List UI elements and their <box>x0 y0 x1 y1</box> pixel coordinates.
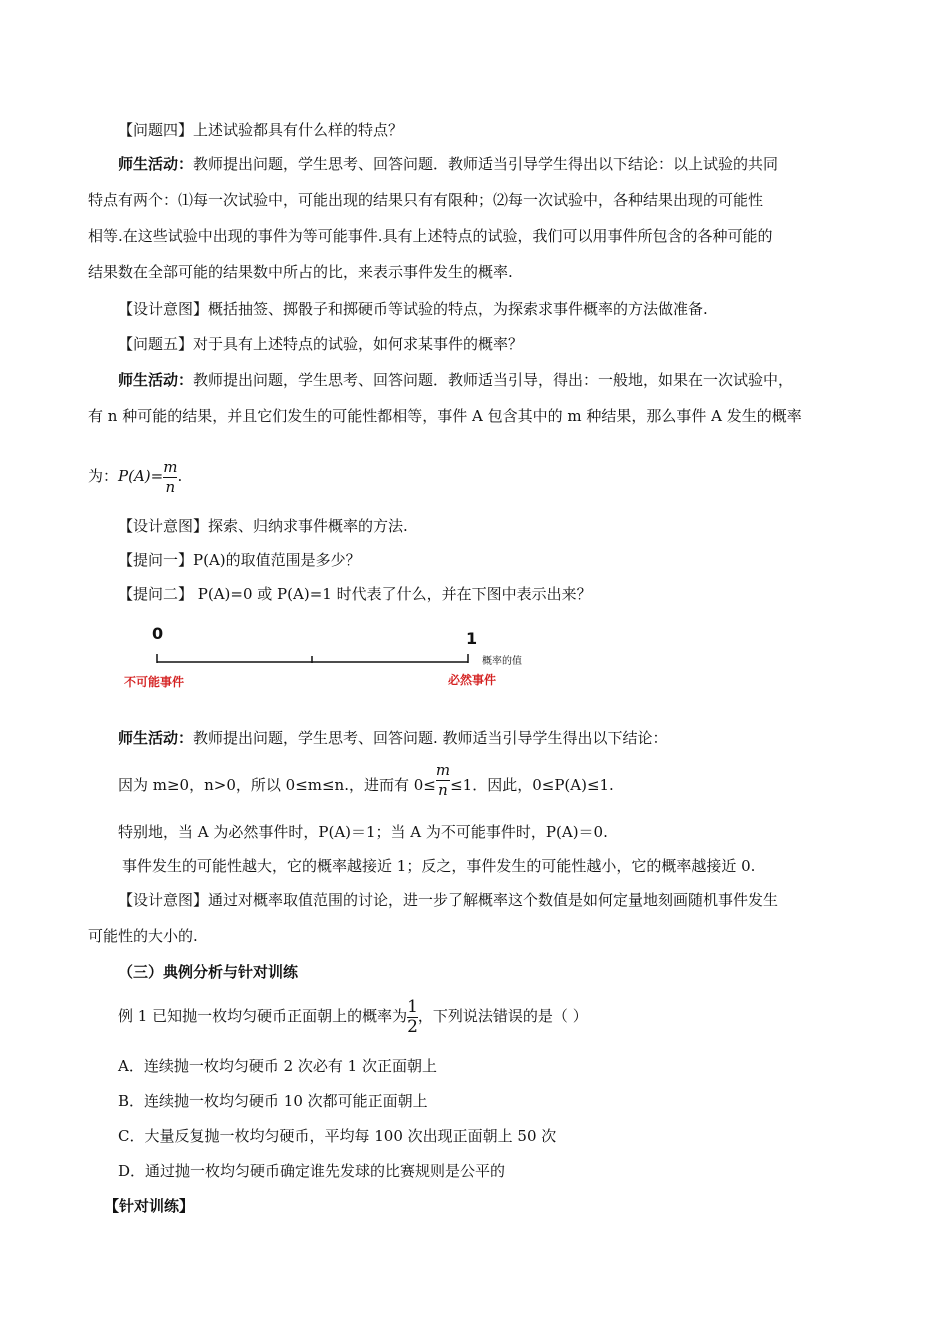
formula-numerator: m <box>163 457 178 476</box>
ask-two-text: P(A)=0 或 P(A)=1 时代表了什么，并在下图中表示出来？ <box>193 585 592 603</box>
design-intent-2 <box>118 516 408 536</box>
formula-prefix: 为： <box>88 467 119 485</box>
range-suffix: ≤1．因此，0≤P(A)≤1. <box>450 776 614 794</box>
ask-two-label: 【提问二】 <box>118 585 194 603</box>
impossible-event-caption: 不可能事件 <box>124 675 185 689</box>
activity-2-text-1: 教师提出问题，学生思考、回答问题．教师适当引导，得出：一般地，如果在一次试验中， <box>193 371 794 389</box>
question-four <box>118 120 403 140</box>
design-intent-1 <box>118 299 708 319</box>
special-case: 特别地，当 A 为必然事件时，P(A)＝1；当 A 为不可能事件时，P(A)＝0. <box>118 823 608 841</box>
activity-1-label: 师生活动： <box>118 155 194 173</box>
design-intent-2-label: 【设计意图】 <box>118 517 209 535</box>
design-intent-3-line-1 <box>118 890 778 910</box>
activity-3-label: 师生活动： <box>118 729 194 747</box>
activity-1-line-1 <box>118 154 778 174</box>
probability-number-line <box>110 620 550 695</box>
section-title: （三）典例分析与针对训练 <box>118 963 299 981</box>
activity-2-line-1 <box>118 370 793 390</box>
certain-event-caption: 必然事件 <box>448 673 497 687</box>
probability-formula <box>88 458 182 496</box>
formula-fraction <box>163 459 177 496</box>
activity-1-line-2: 特点有两个：⑴每一次试验中，可能出现的结果只有有限种；⑵每一次试验中，各种结果出现的可能性 <box>88 191 764 209</box>
example-1-stem <box>118 996 588 1036</box>
design-intent-3-label: 【设计意图】 <box>118 891 209 909</box>
option-d: D．通过抛一枚均匀硬币确定谁先发球的比赛规则是公平的 <box>118 1162 506 1180</box>
number-line-axis-label: 概率的值 <box>482 656 522 667</box>
targeted-training-label: 【针对训练】 <box>104 1197 195 1215</box>
option-a: A．连续抛一枚均匀硬币 2 次必有 1 次正面朝上 <box>118 1057 437 1075</box>
example-1-prefix: 例 1 已知抛一枚均匀硬币正面朝上的概率为 <box>118 1007 408 1025</box>
range-derivation <box>118 762 614 803</box>
range-frac-denominator: n <box>438 781 448 799</box>
ask-two <box>118 584 592 604</box>
design-intent-1-text: 概括抽签、掷骰子和掷硬币等试验的特点，为探索求事件概率的方法做准备. <box>208 300 708 318</box>
formula-suffix: . <box>177 467 183 485</box>
activity-1-line-3: 相等.在这些试验中出现的事件为等可能事件.具有上述特点的试验，我们可以用事件所包含的各种可能的 <box>88 227 773 245</box>
ask-one-label: 【提问一】 <box>118 551 194 569</box>
activity-3 <box>118 728 668 748</box>
formula-denominator: n <box>165 477 176 496</box>
activity-2-line-2: 有 n 种可能的结果，并且它们发生的可能性都相等，事件 A 包含其中的 m 种结果，那么事件 A 发生的概率 <box>88 407 802 425</box>
activity-2-label: 师生活动： <box>118 371 194 389</box>
question-four-text: 上述试验都具有什么样的特点？ <box>193 121 404 139</box>
example-1-frac-numerator: 1 <box>407 996 418 1017</box>
activity-3-text: 教师提出问题，学生思考、回答问题. 教师适当引导学生得出以下结论： <box>193 729 668 747</box>
ask-one-text: P(A)的取值范围是多少？ <box>193 551 361 569</box>
number-line-one: 1 <box>466 629 478 648</box>
design-intent-1-label: 【设计意图】 <box>118 300 209 318</box>
range-frac-numerator: m <box>435 761 451 779</box>
range-fraction <box>436 762 450 799</box>
number-line-zero: 0 <box>152 624 164 643</box>
example-1-suffix: ，下列说法错误的是（ ） <box>417 1007 588 1025</box>
activity-1-text-1: 教师提出问题，学生思考、回答问题．教师适当引导学生得出以下结论：以上试验的共同 <box>193 155 779 173</box>
question-five <box>118 334 523 354</box>
ask-one <box>118 550 361 570</box>
design-intent-3-text: 通过对概率取值范围的讨论，进一步了解概率这个数值是如何定量地刻画随机事件发生 <box>208 891 779 909</box>
example-1-fraction <box>407 996 418 1037</box>
question-five-text: 对于具有上述特点的试验，如何求某事件的概率？ <box>193 335 524 353</box>
formula-lhs: P(A)= <box>118 467 164 485</box>
activity-1-line-4: 结果数在全部可能的结果数中所占的比，来表示事件发生的概率. <box>88 263 513 281</box>
example-1-frac-denominator: 2 <box>407 1016 418 1037</box>
range-prefix: 因为 m≥0，n>0，所以 0≤m≤n.，进而有 0≤ <box>118 776 436 794</box>
likelihood-note: 事件发生的可能性越大，它的概率越接近 1；反之，事件发生的可能性越小，它的概率越接近 0. <box>122 857 756 875</box>
question-four-label: 【问题四】 <box>118 121 194 139</box>
design-intent-2-text: 探索、归纳求事件概率的方法. <box>208 517 408 535</box>
design-intent-3-line-2: 可能性的大小的. <box>88 927 198 945</box>
option-b: B．连续抛一枚均匀硬币 10 次都可能正面朝上 <box>118 1092 428 1110</box>
option-c: C．大量反复抛一枚均匀硬币，平均每 100 次出现正面朝上 50 次 <box>118 1127 557 1145</box>
question-five-label: 【问题五】 <box>118 335 194 353</box>
